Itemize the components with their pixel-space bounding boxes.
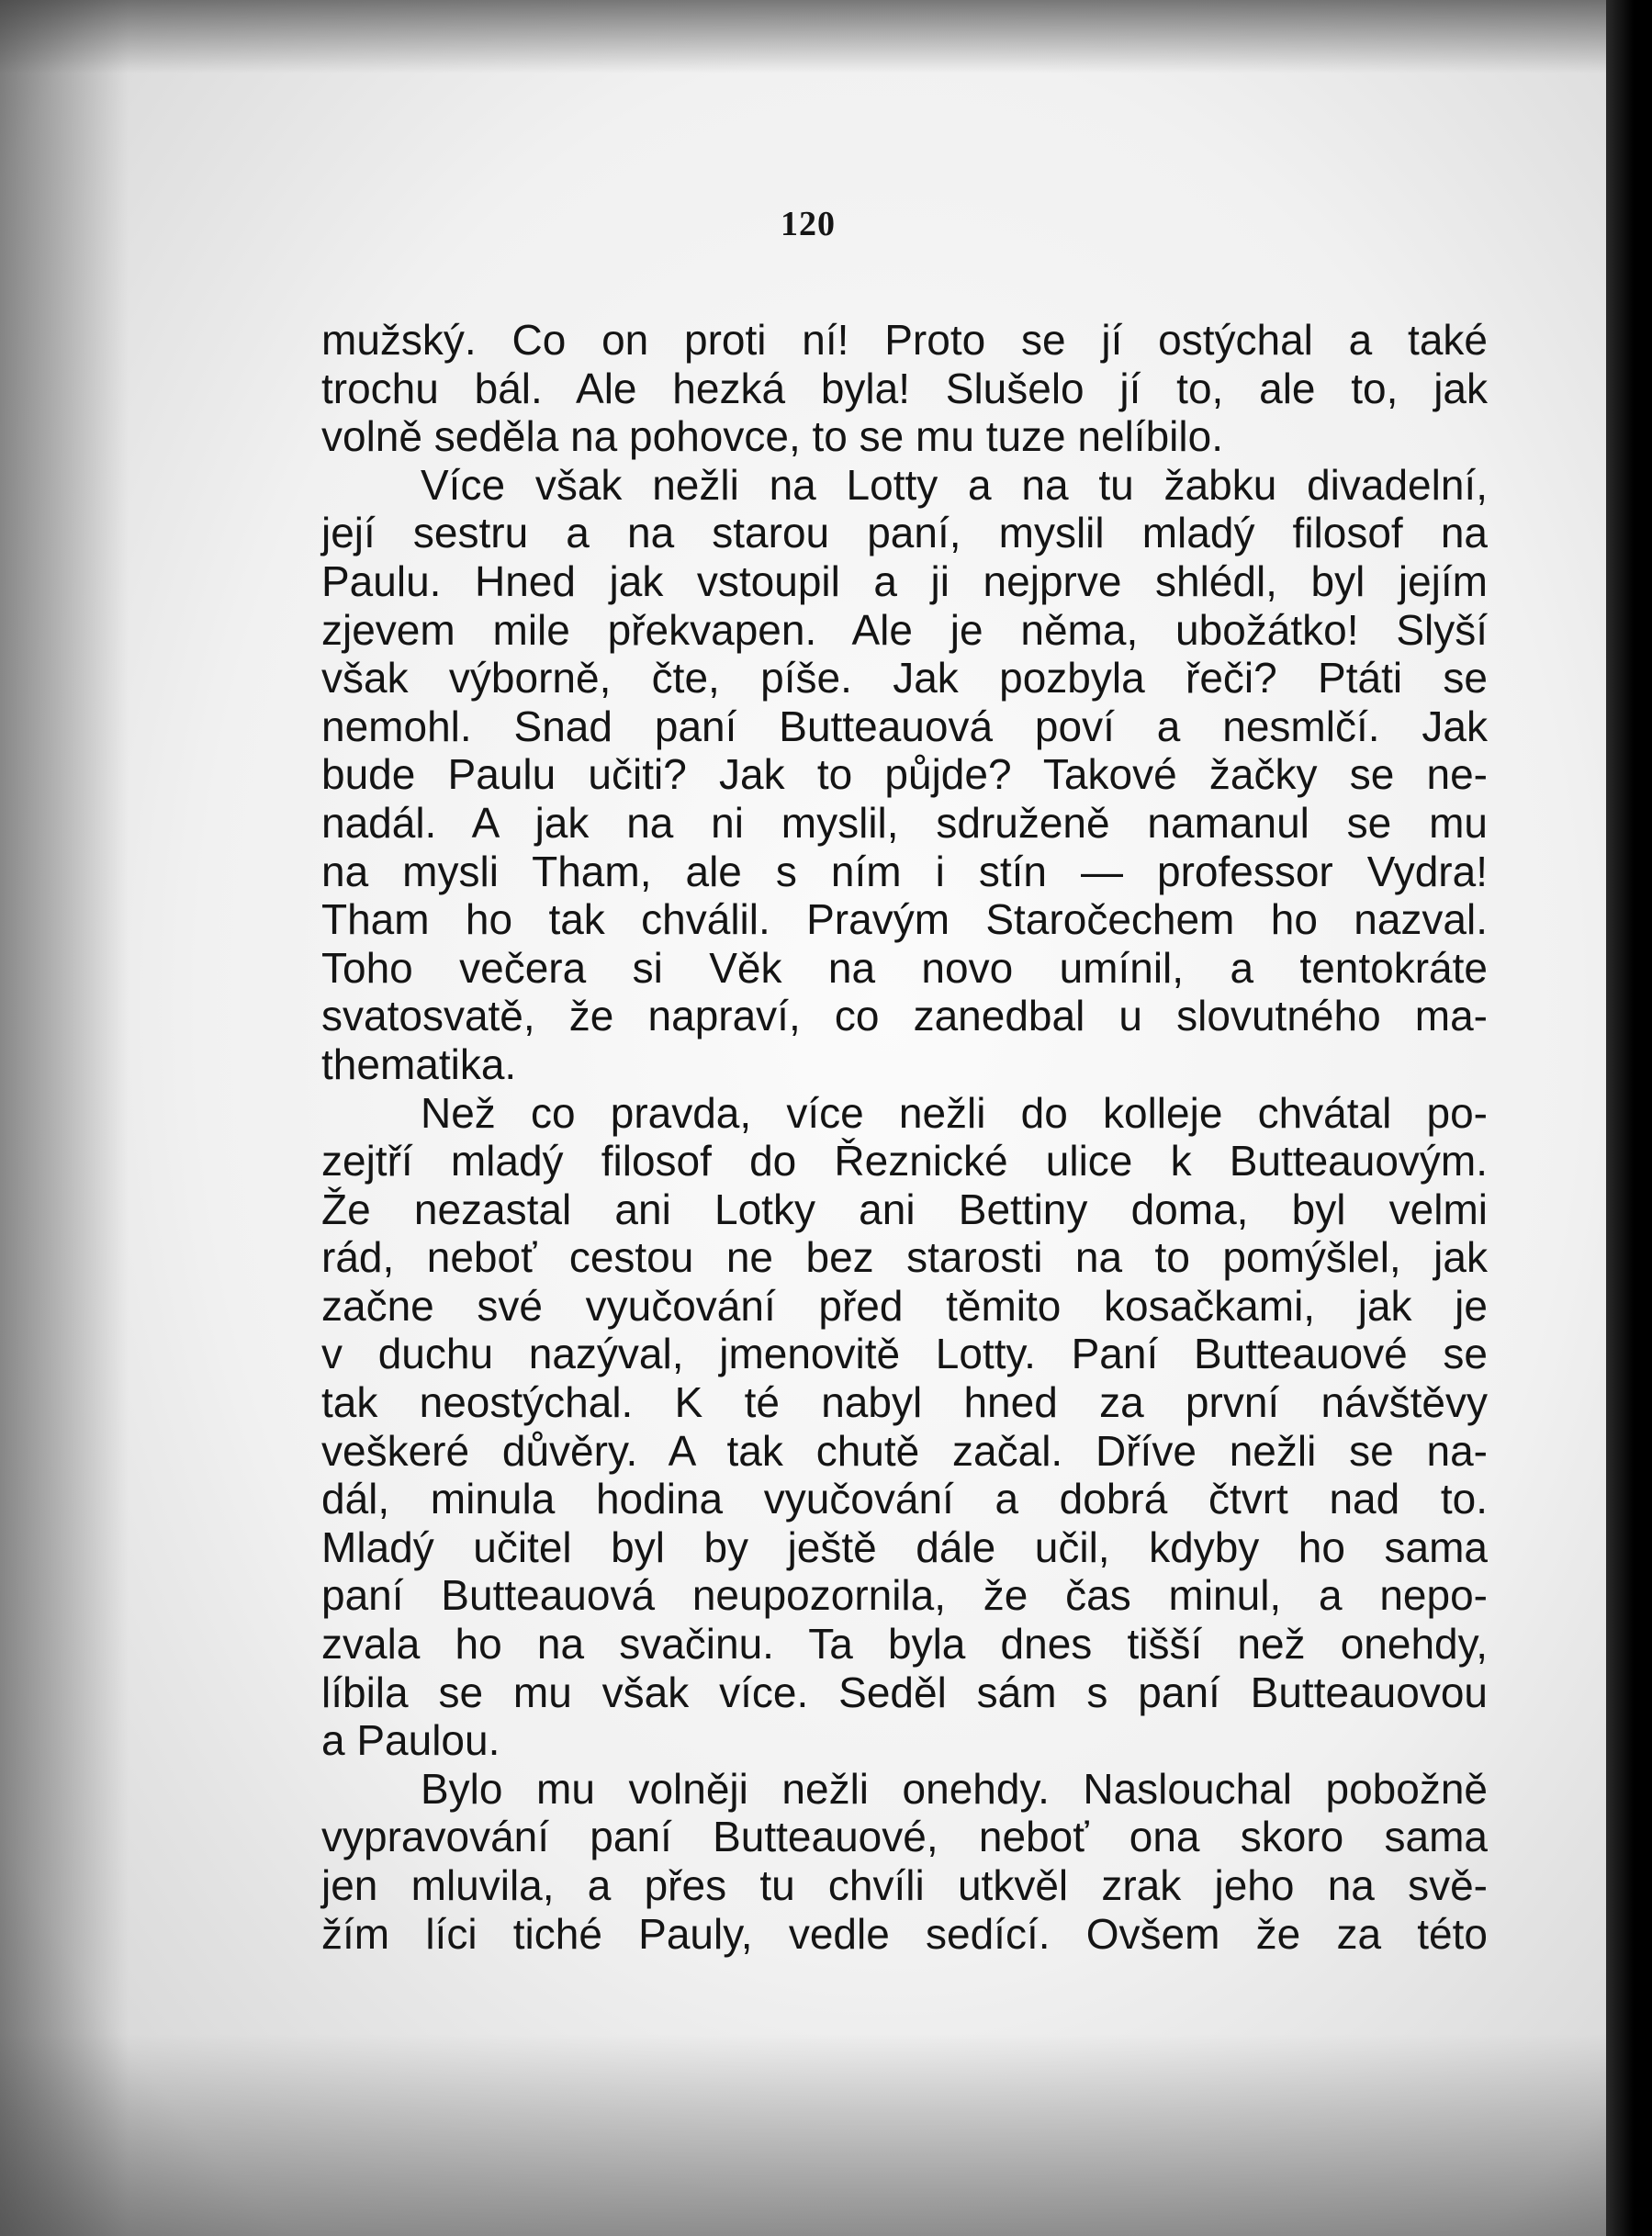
text-line: dál, minula hodina vyučování a dobrá čtvrt nad to. — [321, 1475, 1488, 1523]
text-line: Více však nežli na Lotty a na tu žabku divadelní, — [421, 460, 1488, 509]
text-line: trochu bál. Ale hezká byla! Slušelo jí to, ale to, jak — [321, 364, 1488, 412]
text-line: nadál. A jak na ni myslil, sdruženě namanul se mu — [321, 798, 1488, 847]
text-line: Že nezastal ani Lotky ani Bettiny doma, byl velmi — [321, 1185, 1488, 1233]
text-line: jen mluvila, a přes tu chvíli utkvěl zrak jeho na svě- — [321, 1861, 1488, 1909]
page-top-shadow — [0, 0, 1616, 73]
body-text — [321, 316, 1488, 1958]
text-line: paní Butteauová neupozornila, že čas minul, a nepo- — [321, 1571, 1488, 1620]
text-line: Toho večera si Věk na novo umínil, a tentokráte — [321, 943, 1488, 992]
text-line: její sestru a na starou paní, myslil mladý filosof na — [321, 509, 1488, 557]
text-line: tak neostýchal. K té nabyl hned za první návštěvy — [321, 1378, 1488, 1427]
page-number: 120 — [781, 205, 836, 243]
text-line: začne své vyučování před těmito kosačkami, jak je — [321, 1281, 1488, 1330]
text-line: zjevem mile překvapen. Ale je něma, ubožátko! Slyší — [321, 605, 1488, 654]
text-line: a Paulou. — [321, 1716, 500, 1765]
text-line: rád, neboť cestou ne bez starosti na to pomýšlel, jak — [321, 1233, 1488, 1282]
text-line: svatosvatě, že napraví, co zanedbal u slovutného ma- — [321, 992, 1488, 1040]
text-line: nemohl. Snad paní Butteauová poví a nesmlčí. Jak — [321, 702, 1488, 750]
text-line: Než co pravda, více nežli do kolleje chvátal po- — [421, 1088, 1488, 1137]
text-line: Paulu. Hned jak vstoupil a ji nejprve shlédl, byl jejím — [321, 556, 1488, 605]
text-line: v duchu nazýval, jmenovitě Lotty. Paní Butteauové se — [321, 1330, 1488, 1378]
text-line: líbila se mu však více. Seděl sám s paní Butteauovou — [321, 1668, 1488, 1716]
text-line: bude Paulu učiti? Jak to půjde? Takové žačky se ne- — [321, 750, 1488, 799]
text-line: však výborně, čte, píše. Jak pozbyla řeči? Ptáti se — [321, 654, 1488, 702]
text-line: na mysli Tham, ale s ním i stín — professor Vydra! — [321, 847, 1488, 895]
text-line: volně seděla na pohovce, to se mu tuze nelíbilo. — [321, 412, 1223, 461]
text-line: žím líci tiché Pauly, vedle sedící. Ovšem že za této — [321, 1909, 1488, 1958]
page-left-shadow — [0, 0, 129, 2236]
text-line: Bylo mu volněji nežli onehdy. Naslouchal pobožně — [421, 1764, 1488, 1813]
text-line: Mladý učitel byl by ještě dále učil, kdyby ho sama — [321, 1523, 1488, 1571]
text-line: Tham ho tak chválil. Pravým Staročechem ho nazval. — [321, 895, 1488, 944]
text-line: zvala ho na svačinu. Ta byla dnes tišší než onehdy, — [321, 1620, 1488, 1669]
text-line: zejtří mladý filosof do Řeznické ulice k Butteauovým. — [321, 1137, 1488, 1185]
page-bottom-shadow — [0, 2034, 1616, 2236]
book-binding-edge — [1606, 0, 1652, 2236]
text-line: thematika. — [321, 1039, 517, 1088]
text-line: vypravování paní Butteauové, neboť ona skoro sama — [321, 1813, 1488, 1861]
text-line: mužský. Co on proti ní! Proto se jí ostýchal a také — [321, 316, 1488, 364]
text-line: veškeré důvěry. A tak chutě začal. Dříve nežli se na- — [321, 1426, 1488, 1475]
